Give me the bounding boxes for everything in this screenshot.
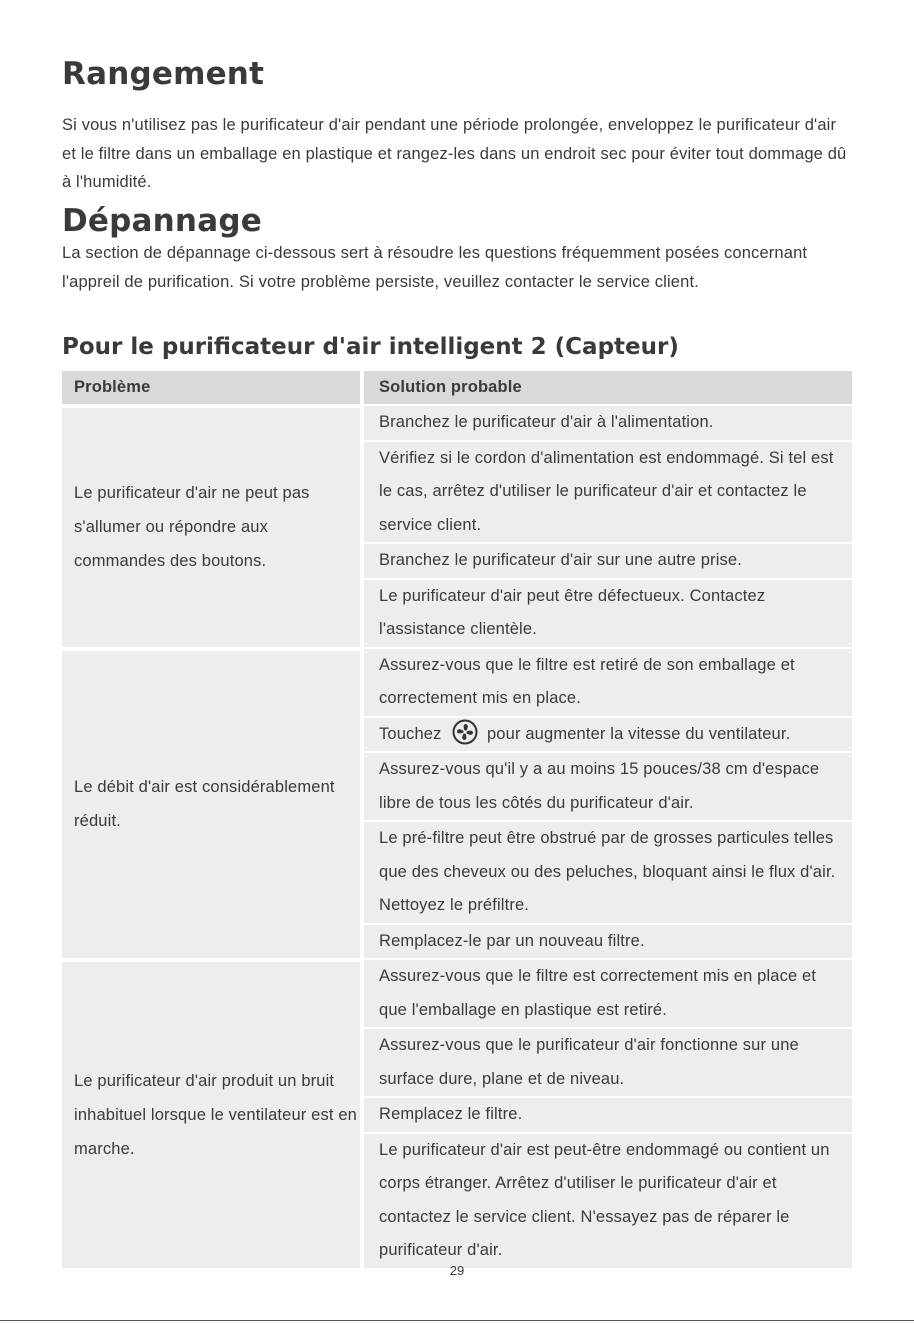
solution-cell: Remplacez le filtre. bbox=[364, 1096, 852, 1132]
rangement-heading: Rangement bbox=[62, 56, 265, 92]
solution-text-before: Touchez bbox=[379, 724, 442, 743]
table-row bbox=[62, 958, 852, 1027]
bottom-rule bbox=[0, 1320, 914, 1321]
header-probleme: Problème bbox=[62, 371, 364, 404]
solution-cell: Le purificateur d'air peut être défectueux. Contactez l'assistance clientèle. bbox=[364, 578, 852, 647]
depannage-heading: Dépannage bbox=[62, 203, 262, 239]
solution-cell: Assurez-vous qu'il y a au moins 15 pouces/38 cm d'espace libre de tous les côtés du purificateur d'air. bbox=[364, 751, 852, 820]
page-number: 29 bbox=[449, 1263, 465, 1278]
header-solution: Solution probable bbox=[364, 371, 852, 404]
troubleshooting-table bbox=[62, 371, 852, 1268]
solution-cell: Le pré-filtre peut être obstrué par de grosses particules telles que des cheveux ou des peluches, bloquant ainsi le flux d'air. Nettoyez le préfiltre. bbox=[364, 820, 852, 923]
solution-text-after: pour augmenter la vitesse du ventilateur. bbox=[486, 724, 791, 743]
table-header-row bbox=[62, 371, 852, 404]
solution-cell: Remplacez-le par un nouveau filtre. bbox=[364, 923, 852, 959]
solution-cell: Assurez-vous que le filtre est retiré de son emballage et correctement mis en place. bbox=[364, 647, 852, 716]
solution-cell: Assurez-vous que le purificateur d'air fonctionne sur une surface dure, plane et de niveau. bbox=[364, 1027, 852, 1096]
depannage-paragraph: La section de dépannage ci-dessous sert à résoudre les questions fréquemment posées concernant l'appreil de purification. Si votre problème persiste, veuillez contacter le service client. bbox=[62, 244, 808, 291]
fan-icon bbox=[452, 719, 478, 745]
solution-cell: Branchez le purificateur d'air sur une autre prise. bbox=[364, 542, 852, 578]
solution-cell: Vérifiez si le cordon d'alimentation est endommagé. Si tel est le cas, arrêtez d'utiliser le purificateur d'air et contactez le service client. bbox=[364, 440, 852, 543]
table-row bbox=[62, 647, 852, 716]
problem-cell: Le purificateur d'air produit un bruit inhabituel lorsque le ventilateur est en marche. bbox=[62, 958, 364, 1268]
solution-cell-with-icon bbox=[364, 716, 852, 752]
table-row bbox=[62, 404, 852, 440]
solution-cell: Branchez le purificateur d'air à l'alimentation. bbox=[364, 404, 852, 440]
problem-cell: Le débit d'air est considérablement réduit. bbox=[62, 647, 364, 959]
problem-cell: Le purificateur d'air ne peut pas s'allumer ou répondre aux commandes des boutons. bbox=[62, 404, 364, 647]
solution-cell: Assurez-vous que le filtre est correctement mis en place et que l'emballage en plastique est retiré. bbox=[364, 958, 852, 1027]
rangement-paragraph: Si vous n'utilisez pas le purificateur d'air pendant une période prolongée, enveloppez le purificateur d'air et le filtre dans un emballage en plastique et rangez-les dans un endroit sec pour éviter tout dommage dû à l'humidité. bbox=[62, 116, 847, 191]
section-title: Pour le purificateur d'air intelligent 2 (Capteur) bbox=[62, 334, 679, 360]
solution-cell: Le purificateur d'air est peut-être endommagé ou contient un corps étranger. Arrêtez d'utiliser le purificateur d'air et contactez le service client. N'essayez pas de réparer le purificateur d'air. bbox=[364, 1132, 852, 1268]
